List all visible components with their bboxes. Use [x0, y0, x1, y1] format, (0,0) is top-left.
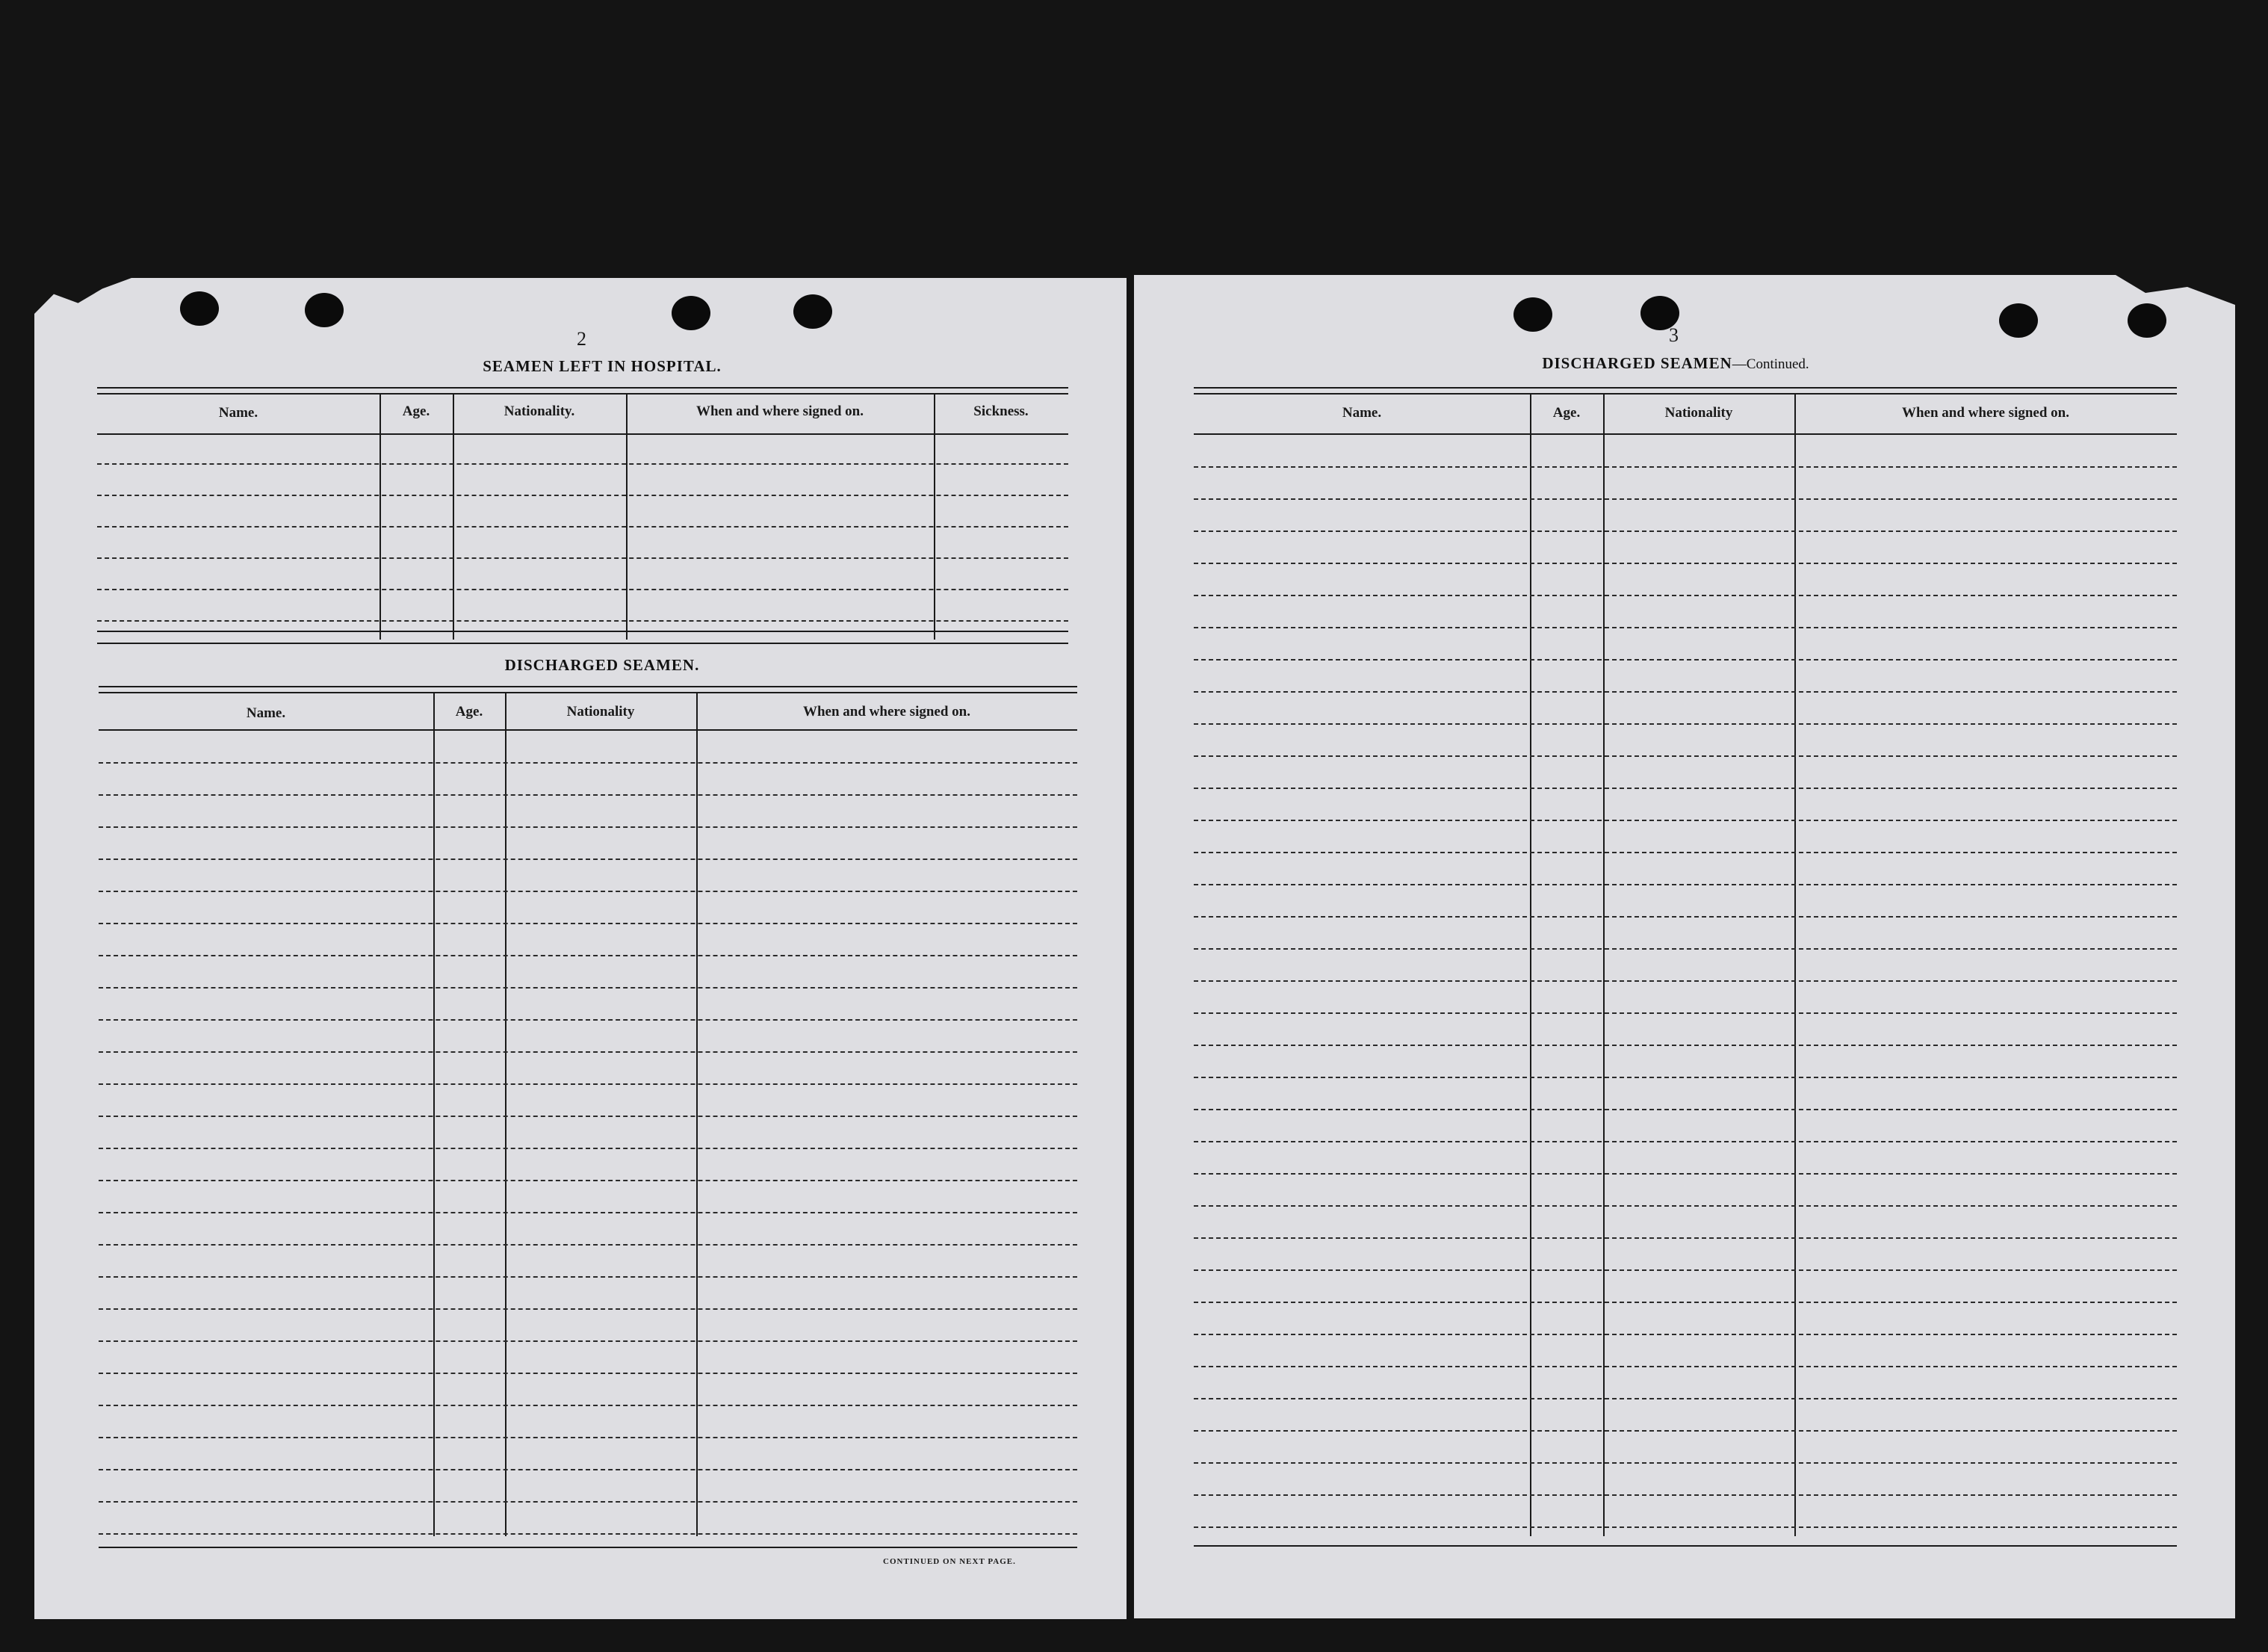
table-row	[99, 1373, 1077, 1374]
table-row	[1194, 1237, 2177, 1239]
column-header: Nationality.	[504, 403, 575, 419]
table-row	[1194, 1526, 2177, 1528]
table-row	[97, 463, 1068, 465]
punch-hole	[793, 294, 832, 329]
table-row	[1194, 659, 2177, 661]
table-row	[1194, 852, 2177, 853]
torn-corner	[2116, 275, 2235, 305]
table-row	[1194, 980, 2177, 982]
column-header: When and where signed on.	[802, 704, 970, 720]
table-row	[1194, 1398, 2177, 1399]
table-row	[1194, 1494, 2177, 1496]
table-row	[1194, 916, 2177, 918]
table-row	[99, 1180, 1077, 1181]
table-row	[99, 955, 1077, 956]
table-row	[1194, 466, 2177, 468]
punch-hole	[305, 293, 344, 327]
column-header: Age.	[1552, 405, 1581, 421]
column-header: Age.	[455, 704, 483, 720]
table-row	[97, 526, 1068, 528]
table-row	[99, 1405, 1077, 1406]
torn-corner	[34, 278, 131, 314]
table-row	[99, 1501, 1077, 1503]
punch-hole	[2128, 303, 2166, 338]
binding-gutter	[1127, 275, 1134, 1620]
table-row	[1194, 627, 2177, 628]
discharged-section-title: DISCHARGED SEAMEN.	[504, 656, 700, 674]
table-row	[99, 1340, 1077, 1342]
table-row	[97, 557, 1068, 559]
table-row	[99, 987, 1077, 989]
table-row	[97, 620, 1068, 622]
discharged-continued-table	[1194, 387, 2177, 1551]
table-row	[1194, 691, 2177, 693]
table-row	[1194, 788, 2177, 789]
column-header: When and where signed on.	[1901, 405, 2069, 421]
punch-hole	[1513, 297, 1552, 332]
table-row	[99, 794, 1077, 796]
table-row	[1194, 1141, 2177, 1142]
page-number: 2	[577, 328, 586, 350]
table-row	[1194, 530, 2177, 532]
table-row	[99, 923, 1077, 924]
hospital-section-title: SEAMEN LEFT IN HOSPITAL.	[483, 357, 722, 375]
table-row	[1194, 1302, 2177, 1303]
table-row	[99, 1148, 1077, 1149]
table-row	[1194, 1269, 2177, 1271]
table-row	[1194, 563, 2177, 564]
punch-hole	[1999, 303, 2038, 338]
table-row	[1194, 1012, 2177, 1014]
table-row	[99, 762, 1077, 764]
table-row	[97, 589, 1068, 590]
column-header: Nationality	[1664, 405, 1733, 421]
punch-hole	[672, 296, 710, 330]
continued-footer: CONTINUED ON NEXT PAGE.	[883, 1557, 1016, 1566]
column-header: When and where signed on.	[695, 403, 864, 419]
table-row	[99, 1276, 1077, 1278]
hospital-table	[97, 387, 1068, 644]
table-row	[1194, 884, 2177, 885]
table-row	[99, 891, 1077, 892]
table-row	[1194, 595, 2177, 596]
table-row	[1194, 1430, 2177, 1432]
discharged-table	[99, 686, 1077, 1553]
column-header: Nationality	[566, 704, 635, 720]
punch-hole	[180, 291, 219, 326]
table-row	[1194, 755, 2177, 757]
table-row	[99, 826, 1077, 828]
column-header: Name.	[1342, 405, 1382, 421]
table-row	[1194, 498, 2177, 500]
table-row	[1194, 1077, 2177, 1078]
table-row	[99, 1051, 1077, 1053]
table-row	[97, 495, 1068, 496]
left-page	[34, 278, 1127, 1619]
table-row	[99, 1244, 1077, 1246]
page-number: 3	[1669, 324, 1679, 346]
table-row	[1194, 1462, 2177, 1464]
table-row	[1194, 1173, 2177, 1175]
table-row	[99, 1019, 1077, 1021]
right-page	[1134, 275, 2235, 1618]
table-row	[1194, 820, 2177, 821]
column-header: Name.	[218, 405, 258, 421]
table-row	[99, 1083, 1077, 1085]
table-row	[99, 1469, 1077, 1470]
table-row	[99, 859, 1077, 860]
column-header: Sickness.	[973, 403, 1029, 419]
table-row	[99, 1212, 1077, 1213]
table-row	[99, 1437, 1077, 1438]
column-header: Name.	[246, 705, 286, 721]
column-header: Age.	[402, 403, 430, 419]
discharged-continued-title: DISCHARGED SEAMEN—Continued.	[1542, 354, 1809, 372]
table-row	[99, 1308, 1077, 1310]
table-row	[1194, 723, 2177, 725]
table-row	[1194, 948, 2177, 950]
table-row	[1194, 1334, 2177, 1335]
table-row	[99, 1533, 1077, 1535]
table-row	[1194, 1205, 2177, 1207]
table-row	[99, 1116, 1077, 1117]
table-row	[1194, 1109, 2177, 1110]
table-row	[1194, 1366, 2177, 1367]
table-row	[1194, 1045, 2177, 1046]
